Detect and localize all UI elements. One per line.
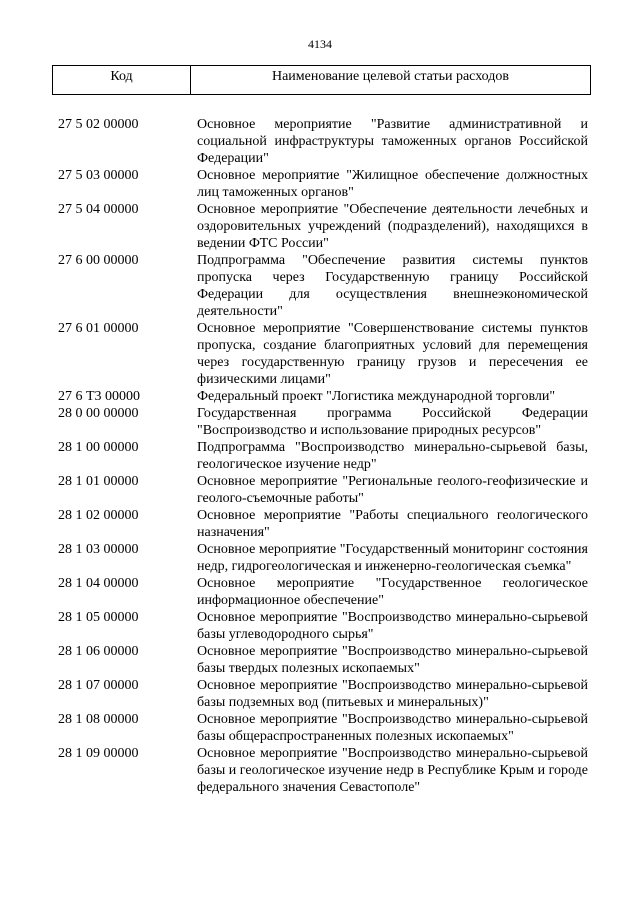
row-name: Федеральный проект "Логистика международной торговли" [197,389,556,404]
row-name: Государственная программа Российской Федерации "Воспроизводство и использование природных ресурсов" [197,406,588,438]
table-row [58,116,588,167]
table-row [58,507,588,541]
page-number: 4134 [308,37,332,51]
row-code: 27 6 01 00000 [58,321,139,336]
table-row [58,201,588,252]
row-code: 28 1 03 00000 [58,542,139,557]
row-code: 28 1 09 00000 [58,746,139,761]
table-row [58,541,588,575]
table-row [58,711,588,745]
row-code: 28 1 05 00000 [58,610,139,625]
table-row [58,677,588,711]
row-name: Основное мероприятие "Государственное геологическое информационное обеспечение" [197,576,588,608]
table-row [58,473,588,507]
row-name: Основное мероприятие "Обеспечение деятельности лечебных и оздоровительных учреждений (подразделений), находящихся в ведении ФТС России" [197,202,588,251]
row-name: Подпрограмма "Воспроизводство минерально-сырьевой базы, геологическое изучение недр" [197,440,588,472]
table-row [58,167,588,201]
row-name: Подпрограмма "Обеспечение развития системы пунктов пропуска через Государственную границу Российской Федерации для осуществления внешнеэкономической деятельности" [197,253,588,319]
table-row [58,575,588,609]
row-code: 27 6 00 00000 [58,253,139,268]
row-code: 28 1 06 00000 [58,644,139,659]
row-code: 28 1 02 00000 [58,508,139,523]
row-name: Основное мероприятие "Воспроизводство минерально-сырьевой базы общераспространенных полезных ископаемых" [197,712,588,744]
table-row [58,388,588,405]
row-name: Основное мероприятие "Жилищное обеспечение должностных лиц таможенных органов" [197,168,588,200]
row-name: Основное мероприятие "Региональные геолого-геофизические и геолого-съемочные работы" [197,474,588,506]
row-code: 27 5 04 00000 [58,202,139,217]
table-row [58,252,588,320]
row-name: Основное мероприятие "Воспроизводство минерально-сырьевой базы и геологическое изучение недр в Республике Крым и городе федерального значения Севастополе" [197,746,588,795]
code-column-header: Код [53,66,191,94]
row-code: 27 5 03 00000 [58,168,139,183]
row-code: 28 1 01 00000 [58,474,139,489]
table-row [58,320,588,388]
row-name: Основное мероприятие "Воспроизводство минерально-сырьевой базы углеводородного сырья" [197,610,588,642]
row-name: Основное мероприятие "Развитие административной и социальной инфраструктуры таможенных органов Российской Федерации" [197,117,588,166]
row-code: 27 6 Т3 00000 [58,389,141,404]
row-name: Основное мероприятие "Воспроизводство минерально-сырьевой базы подземных вод (питьевых и минеральных)" [197,678,588,710]
row-code: 28 1 04 00000 [58,576,139,591]
table-row [58,439,588,473]
row-code: 28 0 00 00000 [58,406,139,421]
table-row [58,745,588,796]
row-name: Основное мероприятие "Работы специального геологического назначения" [197,508,588,540]
table-body [58,116,588,796]
row-code: 28 1 08 00000 [58,712,139,727]
row-name: Основное мероприятие "Совершенствование системы пунктов пропуска, создание благоприятных условий для перемещения через государственную границу грузов и пересечения ее физическими лицами" [197,321,588,387]
name-column-header: Наименование целевой статьи расходов [271,69,510,84]
row-code: 27 5 02 00000 [58,117,139,132]
table-row [58,643,588,677]
row-code: 28 1 00 00000 [58,440,139,455]
row-code: 28 1 07 00000 [58,678,139,693]
row-name: Основное мероприятие "Воспроизводство минерально-сырьевой базы твердых полезных ископаемых" [197,644,588,676]
table-row [58,609,588,643]
table-header [52,65,591,95]
row-name: Основное мероприятие "Государственный мониторинг состояния недр, гидрогеологическая и инженерно-геологическая съемка" [197,542,588,574]
table-row [58,405,588,439]
